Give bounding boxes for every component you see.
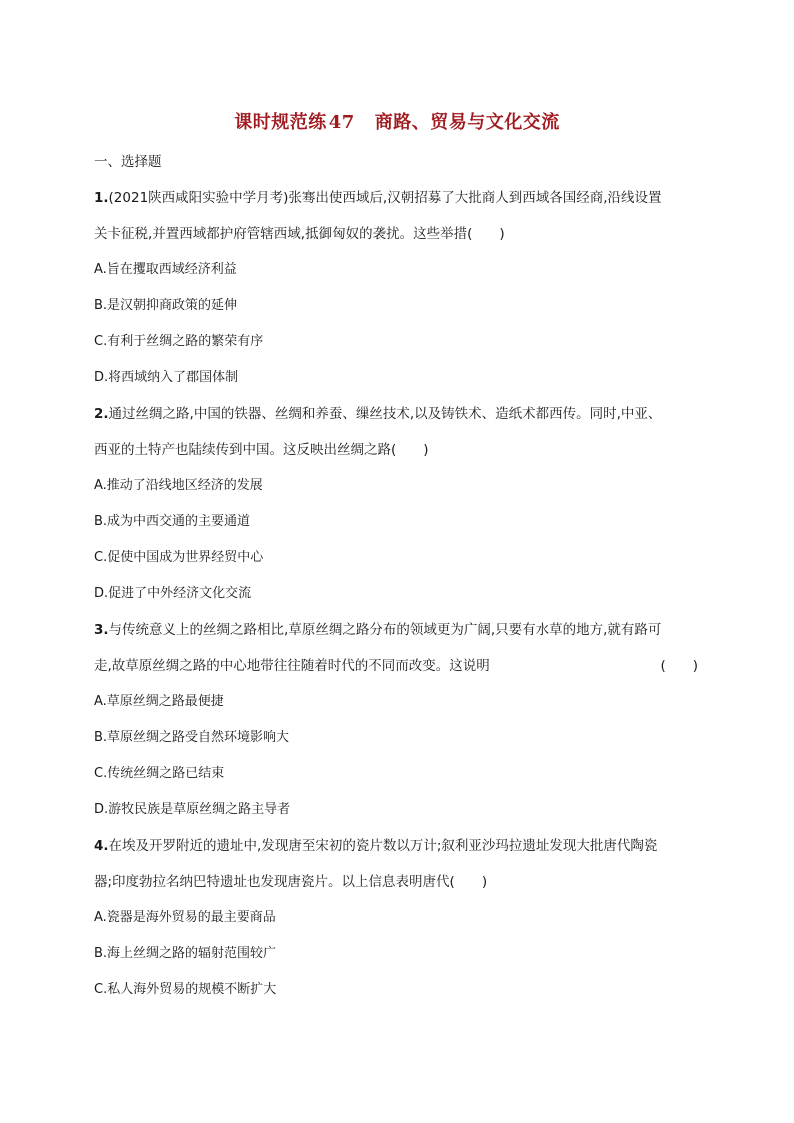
question-3-option-a: A.草原丝绸之路最便捷 xyxy=(94,694,224,709)
question-1-option-d: D.将西域纳入了郡国体制 xyxy=(94,370,239,385)
title-subject: 商路、贸易与文化交流 xyxy=(374,112,560,133)
question-2-line-2: 西亚的土特产也陆续传到中国。这反映出丝绸之路( ) xyxy=(94,442,429,458)
question-3-line-1: 3.与传统意义上的丝绸之路相比,草原丝绸之路分布的领域更为广阔,只要有水草的地方,就有路可 xyxy=(94,622,662,638)
question-4-line-2: 器;印度勃拉名纳巴特遗址也发现唐瓷片。以上信息表明唐代( ) xyxy=(94,874,488,890)
page-title xyxy=(0,108,794,134)
question-1-option-a: A.旨在攫取西域经济利益 xyxy=(94,262,237,277)
question-3-number: 3. xyxy=(94,622,109,638)
question-1-line-2: 关卡征税,并置西域都护府管辖西域,抵御匈奴的袭扰。这些举措( ) xyxy=(94,226,505,242)
question-4-option-b: B.海上丝绸之路的辐射范围较广 xyxy=(94,946,277,961)
question-4-number: 4. xyxy=(94,838,109,854)
question-2-option-b: B.成为中西交通的主要通道 xyxy=(94,514,251,529)
title-prefix: 课时规范练 xyxy=(234,112,327,133)
question-3-line-2: 走,故草原丝绸之路的中心地带往往随着时代的不同而改变。这说明 xyxy=(94,658,490,674)
section-heading: 一、选择题 xyxy=(94,154,162,170)
question-2-line-1: 2.通过丝绸之路,中国的铁器、丝绸和养蚕、缫丝技术,以及铸铁术、造纸术都西传。同时,中亚、 xyxy=(94,406,662,422)
question-1-number: 1. xyxy=(94,190,109,206)
question-4-option-c: C.私人海外贸易的规模不断扩大 xyxy=(94,982,277,997)
question-3-option-b: B.草原丝绸之路受自然环境影响大 xyxy=(94,730,290,745)
question-2-option-c: C.促使中国成为世界经贸中心 xyxy=(94,550,264,565)
question-2-option-a: A.推动了沿线地区经济的发展 xyxy=(94,478,263,493)
question-1-line-1: 1.(2021陕西咸阳实验中学月考)张骞出使西域后,汉朝招募了大批商人到西域各国经商,沿线设置 xyxy=(94,190,662,206)
title-number: 47 xyxy=(328,112,355,133)
question-2-option-d: D.促进了中外经济文化交流 xyxy=(94,586,252,601)
question-1-option-b: B.是汉朝抑商政策的延伸 xyxy=(94,298,238,313)
question-3-option-d: D.游牧民族是草原丝绸之路主导者 xyxy=(94,802,291,817)
question-4-line-1: 4.在埃及开罗附近的遗址中,发现唐至宋初的瓷片数以万计;叙利亚沙玛拉遗址发现大批唐代陶瓷 xyxy=(94,838,658,854)
question-2-number: 2. xyxy=(94,406,109,422)
question-3-option-c: C.传统丝绸之路已结束 xyxy=(94,766,225,781)
question-3-answer-paren: ( ) xyxy=(660,658,698,674)
question-1-option-c: C.有利于丝绸之路的繁荣有序 xyxy=(94,334,264,349)
question-4-option-a: A.瓷器是海外贸易的最主要商品 xyxy=(94,910,276,925)
